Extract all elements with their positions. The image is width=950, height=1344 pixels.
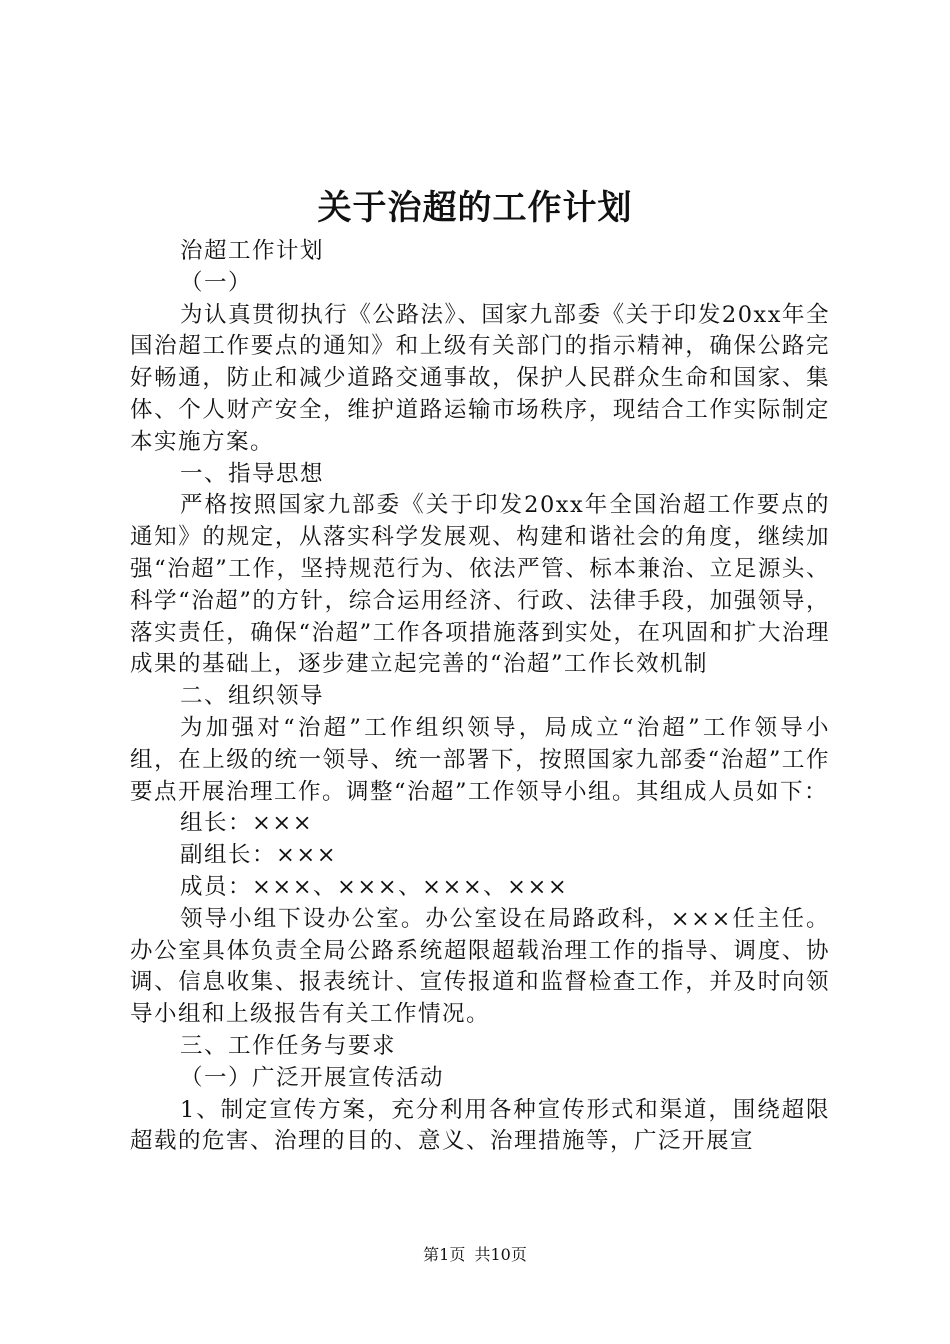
heading-organization: 二、组织领导 [180,683,325,710]
paragraph-guiding-principles: 严格按照国家九部委《关于印发20xx年全国治超工作要点的通知》的规定，从落实科学发展观、构建和谐社会的角度，继续加强“治超”工作，坚持规范行为、依法严管、标本兼治、立足源头、科学“治超”的方针，综合运用经济、行政、法律手段，加强领导，落实责任，确保“治超”工作各项措施落到实处，在巩固和扩大治理成果的基础上，逐步建立起完善的“治超”工作长效机制 [130,492,830,678]
heading-guiding-principles: 一、指导思想 [180,460,325,487]
paragraph-office: 领导小组下设办公室。办公室设在局路政科，×××任主任。办公室具体负责全局公路系统超限超载治理工作的指导、调度、协调、信息收集、报表统计、宣传报道和监督检查工作，并及时向领导小组和上级报告有关工作情况。 [130,905,830,1028]
document-body [130,236,830,1158]
paragraph-publicity-plan: 1、制定宣传方案，充分利用各种宣传形式和渠道，围绕超限超载的危害、治理的目的、意义、治理措施等，广泛开展宣 [130,1096,830,1155]
page-footer [0,1244,950,1266]
paragraph-organization: 为加强对“治超”工作组织领导，局成立“治超”工作领导小组，在上级的统一领导、统一部署下，按照国家九部委“治超”工作要点开展治理工作。调整“治超”工作领导小组。其组成人员如下： [130,714,830,805]
paragraph-intro: 为认真贯彻执行《公路法》、国家九部委《关于印发20xx年全国治超工作要点的通知》和上级有关部门的指示精神，确保公路完好畅通，防止和减少道路交通事故，保护人民群众生命和国家、集体、个人财产安全，维护道路运输市场秩序，现结合工作实际制定本实施方案。 [130,301,830,455]
document-title: 关于治超的工作计划 [317,188,633,228]
heading-tasks: 三、工作任务与要求 [180,1032,397,1059]
page-number: 第1页 [423,1245,466,1264]
paragraph-subtitle: 治超工作计划 [180,238,325,264]
line-group-leader: 组长：××× [180,810,314,837]
line-deputy-leader: 副组长：××× [180,842,338,869]
line-members: 成员：×××、×××、×××、××× [180,873,569,900]
heading-publicity: （一）广泛开展宣传活动 [180,1064,445,1091]
page-total: 共10页 [474,1245,527,1264]
paragraph-section-number: （一） [180,269,253,296]
